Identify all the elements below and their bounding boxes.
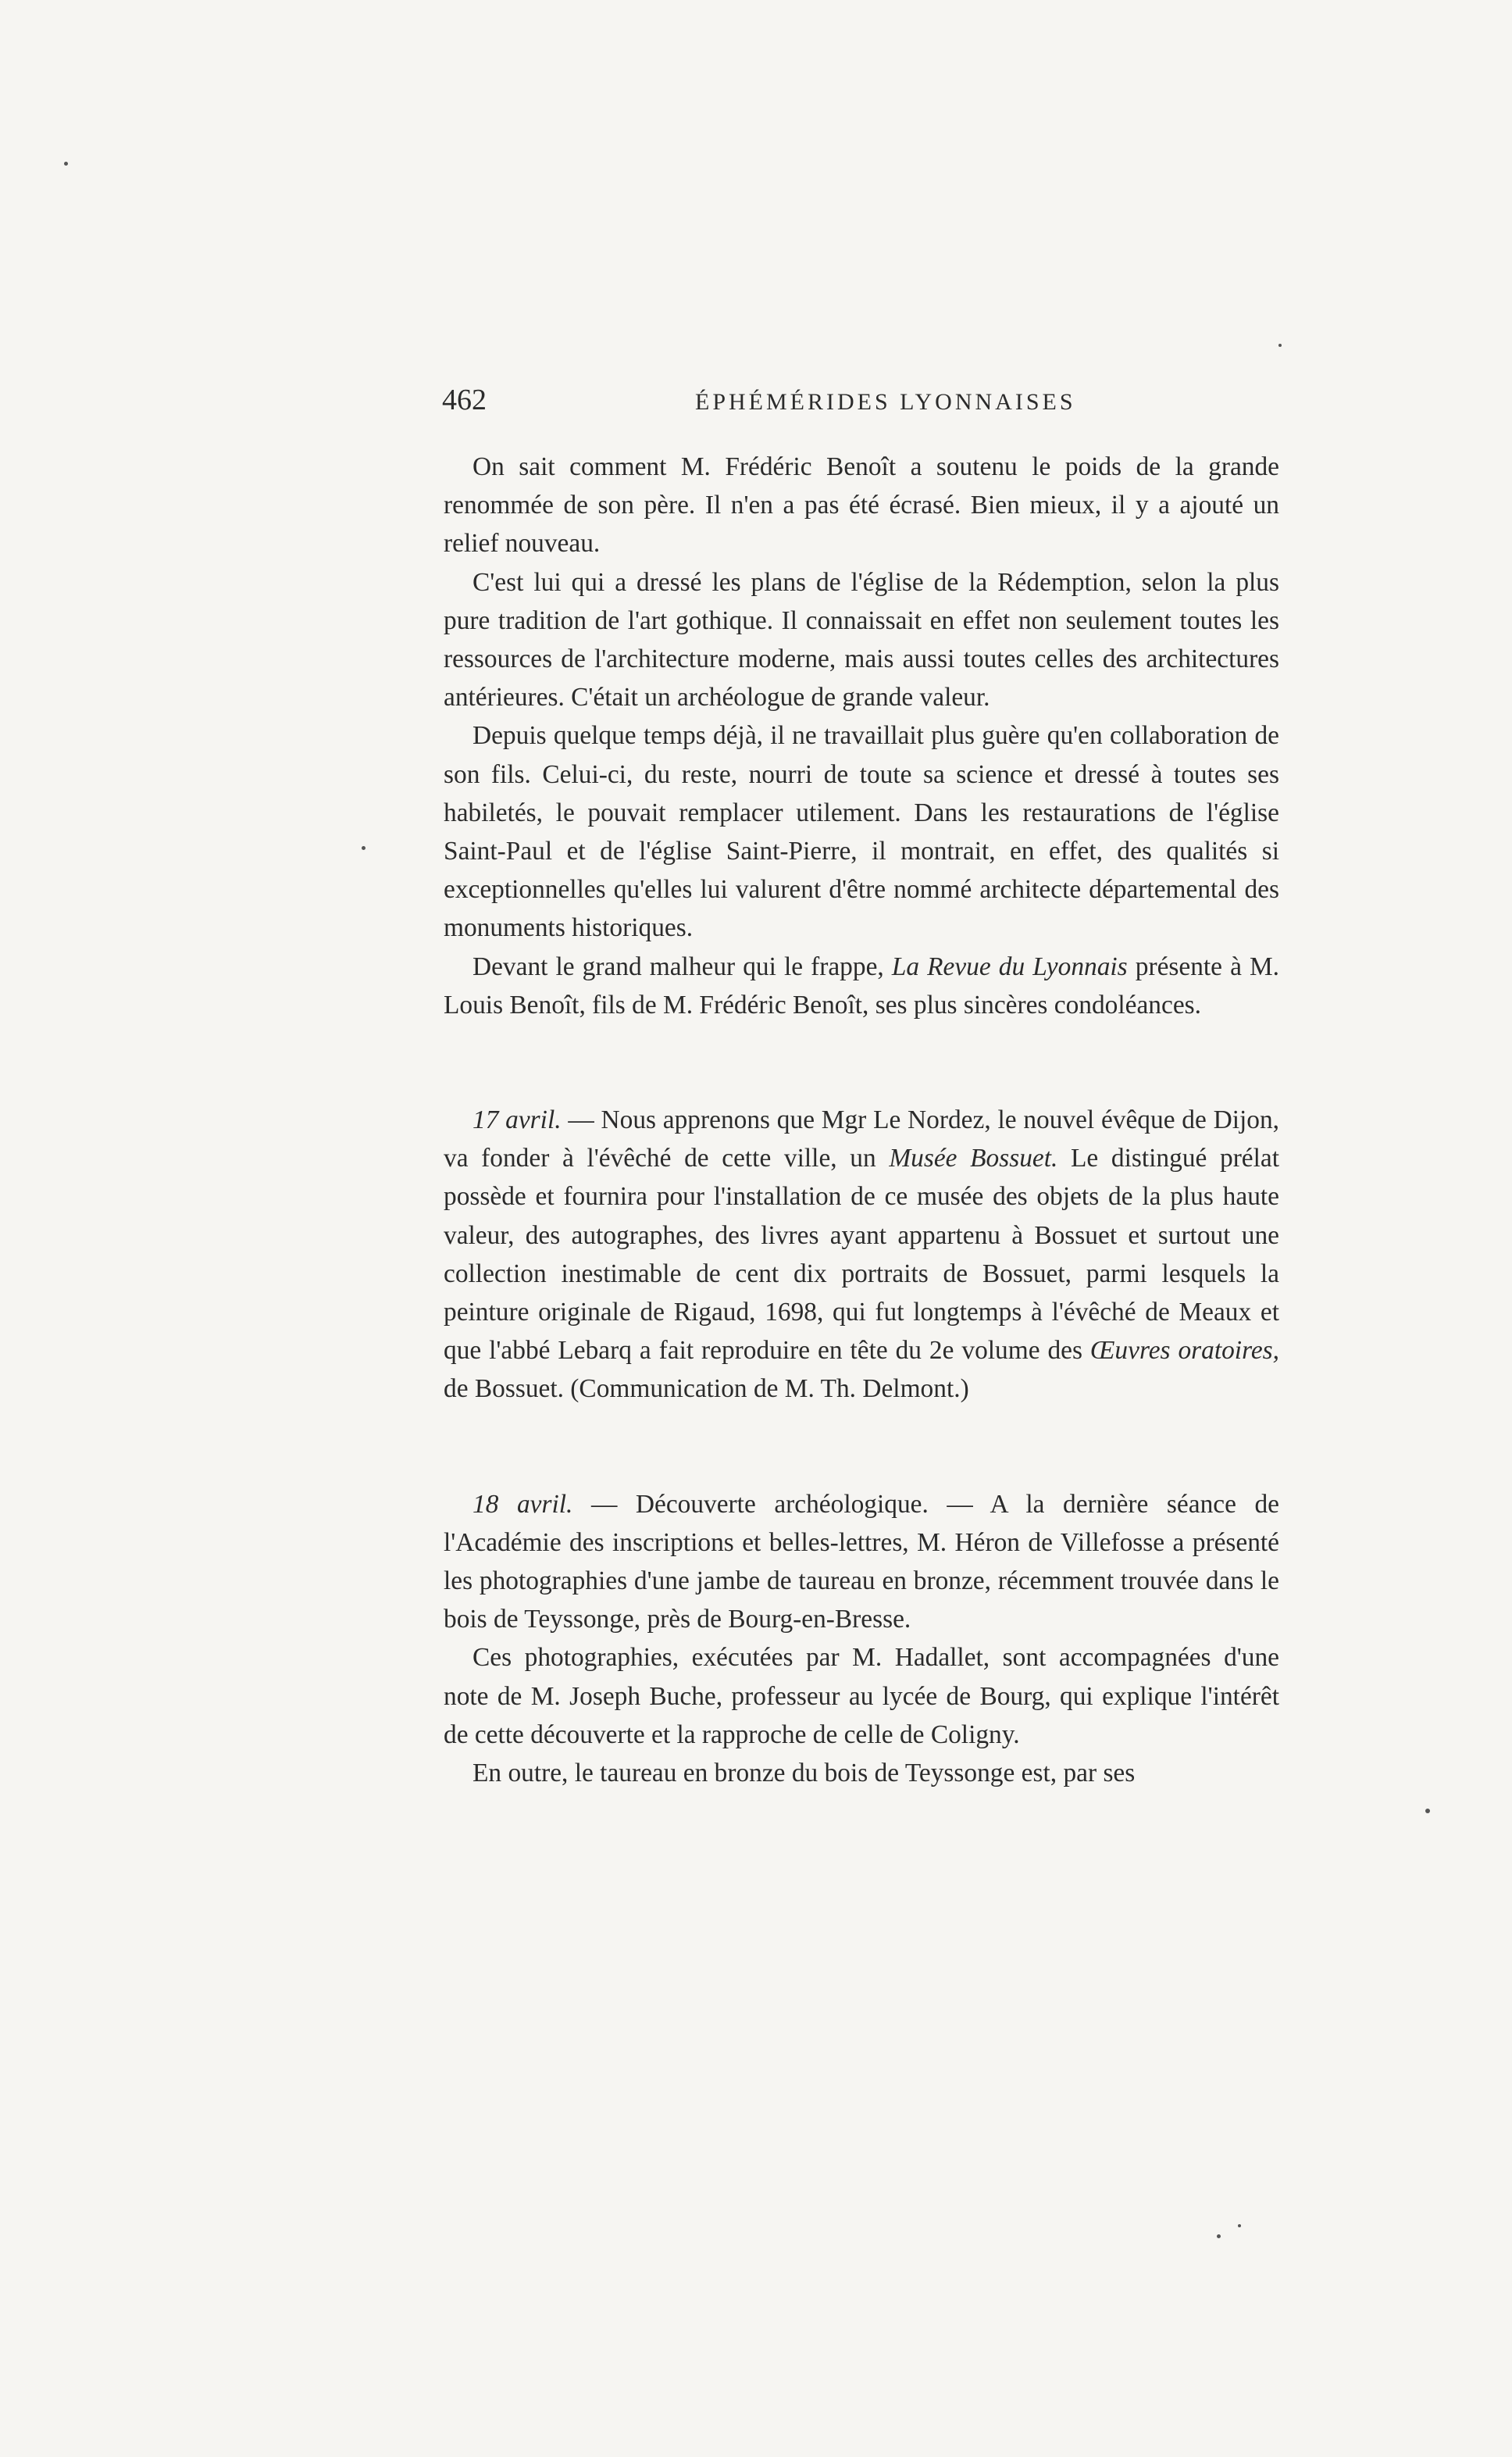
scan-speck — [1217, 2234, 1221, 2238]
page-number: 462 — [442, 384, 487, 416]
entry-date: 18 avril. — [472, 1489, 573, 1519]
paragraph-4-text-a: Devant le grand malheur qui le frappe, — [472, 952, 892, 981]
page-header — [442, 383, 1278, 430]
entry-18-avril — [444, 1485, 1279, 1639]
scan-speck — [362, 846, 366, 850]
scan-speck — [1238, 2224, 1241, 2227]
body-text — [444, 448, 1279, 1792]
work-title: Œuvres oratoires, — [1089, 1336, 1279, 1366]
entry-date: 17 avril. — [472, 1105, 562, 1135]
paragraph-4 — [444, 948, 1279, 1024]
paragraph-1: On sait comment M. Frédéric Benoît a soutenu le poids de la grande renommée de son père. Il n'en a pas été écrasé. Bien mieux, il y a ajouté un relief nouveau. — [444, 452, 1279, 559]
entry-text-c: de Bossuet. (Communication de M. Th. Delmont.) — [444, 1374, 969, 1404]
entry-text-a: — Nous apprenons que Mgr Le Nordez, le nouvel évêque de Dijon, va fonder à l'évêché de cette ville, un — [444, 1105, 1279, 1173]
paragraph-4-text-b: présente à M. Louis Benoît, fils de M. Frédéric Benoît, ses plus sincères condoléances. — [444, 952, 1279, 1020]
scan-speck — [1425, 1809, 1430, 1813]
paragraph-7: Ces photographies, exécutées par M. Hadallet, sont accompagnées d'une note de M. Joseph Buche, professeur au lycée de Bourg, qui explique l'intérêt de cette découverte et la rapproche de celle de Coligny. — [444, 1643, 1279, 1749]
scan-speck — [64, 162, 68, 166]
paragraph-2: C'est lui qui a dressé les plans de l'église de la Rédemption, selon la plus pure tradition de l'art gothique. Il connaissait en effet non seulement toutes les ressources de l'architecture moderne, mais aussi toutes celles des architectures antérieures. C'était un archéologue de grande valeur. — [444, 567, 1279, 712]
museum-name: Musée Bossuet. — [889, 1144, 1058, 1173]
running-title: ÉPHÉMÉRIDES LYONNAISES — [695, 389, 1076, 415]
entry-17-avril — [444, 1101, 1279, 1409]
journal-title: La Revue du Lyonnais — [891, 952, 1128, 981]
paragraph-8: En outre, le taureau en bronze du bois de Teyssonge est, par ses — [472, 1759, 1136, 1788]
entry-text-b: Le distingué prélat possède et fournira pour l'installation de ce musée des objets de la plus haute valeur, des autographes, des livres ayant appartenu à Bossuet et surtout une collection inestimable de cent dix portraits de Bossuet, parmi lesquels la peinture originale de Rigaud, 1698, qui fut longtemps à l'évêché de Meaux et que l'abbé Lebarq a fait reproduire en tête du 2e volume des — [444, 1144, 1280, 1366]
paragraph-3: Depuis quelque temps déjà, il ne travaillait plus guère qu'en collaboration de son fils. Celui-ci, du reste, nourri de toute sa science et dressé à toutes ses habiletés, le pouvait remplacer utilement. Dans les restaurations de l'église Saint-Paul et de l'église Saint-Pierre, il montrait, en effet, des qualités si exceptionnelles qu'elles lui valurent d'être nommé architecte départemental des monuments historiques. — [444, 721, 1279, 943]
scan-speck — [1278, 344, 1282, 347]
entry-text: — Découverte archéologique. — A la dernière séance de l'Académie des inscriptions et belles-lettres, M. Héron de Villefosse a présenté les photographies d'une jambe de taureau en bronze, récemment trouvée dans le bois de Teyssonge, près de Bourg-en-Bresse. — [444, 1489, 1279, 1634]
